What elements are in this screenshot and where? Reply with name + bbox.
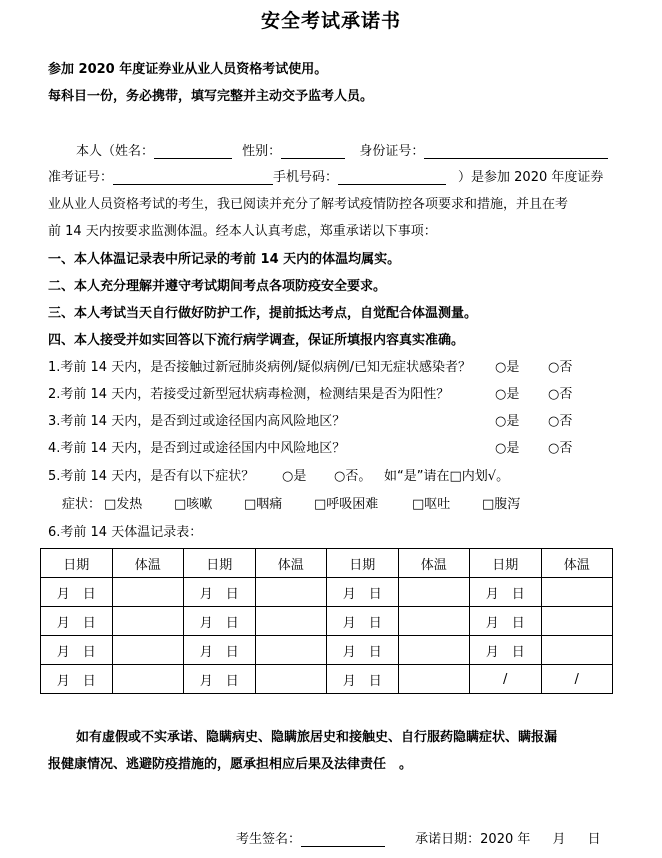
header-date: 日期: [470, 549, 542, 578]
question-4-text: 4.考前 14 天内，是否到过或途径国内中风险地区？: [48, 441, 346, 456]
date-cell[interactable]: 月 日: [470, 607, 542, 636]
table-row: [41, 636, 613, 665]
header-temp: 体温: [398, 549, 470, 578]
temp-cell[interactable]: [398, 665, 470, 694]
question-5-no-radio[interactable]: ○否。: [334, 469, 372, 484]
name-label: 本人（姓名：: [76, 144, 155, 159]
symptom-checkbox-breathing[interactable]: □呼吸困难: [314, 497, 379, 512]
table-row: [41, 578, 613, 607]
ticket-number-field[interactable]: [113, 170, 273, 185]
temp-cell[interactable]: [112, 578, 184, 607]
temp-cell[interactable]: [255, 636, 327, 665]
commitment-4: 四、本人接受并如实回答以下流行病学调查，保证所填报内容真实准确。: [48, 333, 465, 348]
header-temp: 体温: [112, 549, 184, 578]
temp-cell[interactable]: [112, 607, 184, 636]
personal-info-line-1: [76, 140, 608, 159]
phone-field[interactable]: [338, 170, 446, 185]
symptom-checkbox-fever[interactable]: □发热: [104, 497, 143, 512]
name-field[interactable]: [154, 144, 232, 159]
temp-cell[interactable]: [398, 578, 470, 607]
temp-cell[interactable]: [541, 578, 613, 607]
temp-cell[interactable]: [112, 636, 184, 665]
date-cell[interactable]: 月 日: [184, 578, 256, 607]
statement-tail: ）是参加 2020 年度证券: [458, 170, 604, 185]
question-3-text: 3.考前 14 天内，是否到过或途径国内高风险地区？: [48, 414, 346, 429]
question-5-note-period: 。: [496, 469, 510, 484]
signature-row: [236, 828, 601, 847]
temp-cell[interactable]: [112, 665, 184, 694]
id-number-field[interactable]: [424, 144, 608, 159]
question-3-no-radio[interactable]: ○否: [548, 414, 573, 429]
question-4-no-radio[interactable]: ○否: [548, 441, 573, 456]
header-temp: 体温: [541, 549, 613, 578]
date-cell: /: [470, 665, 542, 694]
commitment-3: 三、本人考试当天自行做好防护工作，提前抵达考点，自觉配合体温测量。: [48, 306, 478, 321]
date-cell[interactable]: 月 日: [327, 578, 399, 607]
symptom-checkbox-diarrhea[interactable]: □腹泻: [482, 497, 521, 512]
temp-cell[interactable]: [255, 578, 327, 607]
id-label: 身份证号：: [359, 144, 425, 159]
date-cell[interactable]: 月 日: [327, 636, 399, 665]
date-cell[interactable]: 月 日: [184, 665, 256, 694]
page-title: 安全考试承诺书: [260, 10, 401, 32]
question-2-yes-radio[interactable]: ○是: [495, 387, 520, 402]
question-4-yes-radio[interactable]: ○是: [495, 441, 520, 456]
commitment-2: 二、本人充分理解并遵守考试期间考点各项防疫安全要求。: [48, 279, 387, 294]
intro-line-1: 参加 2020 年度证券业从业人员资格考试使用。: [48, 62, 328, 77]
table-row: [41, 607, 613, 636]
question-1-yes-radio[interactable]: ○是: [495, 360, 520, 375]
question-5-text: 5.考前 14 天内，是否有以下症状？: [48, 469, 255, 484]
commitment-1: 一、本人体温记录表中所记录的考前 14 天内的体温均属实。: [48, 252, 401, 267]
closing-line-2: 报健康情况、逃避防疫措施的，愿承担相应后果及法律责任 。: [48, 757, 413, 772]
question-5-yes-radio[interactable]: ○是: [282, 469, 307, 484]
phone-label: 手机号码：: [273, 170, 339, 185]
question-1-text: 1.考前 14 天内，是否接触过新冠肺炎病例/疑似病例/已知无症状感染者？: [48, 360, 471, 375]
date-cell[interactable]: 月 日: [41, 665, 113, 694]
intro-line-2: 每科目一份，务必携带，填写完整并主动交予监考人员。: [48, 89, 374, 104]
date-cell[interactable]: 月 日: [470, 636, 542, 665]
temp-cell[interactable]: [398, 636, 470, 665]
date-day: 日: [587, 832, 601, 847]
ticket-label: 准考证号：: [48, 170, 114, 185]
date-cell[interactable]: 月 日: [327, 607, 399, 636]
statement-line-2: 业从业人员资格考试的考生，我已阅读并充分了解考试疫情防控各项要求和措施，并且在考: [48, 197, 569, 212]
check-icon: √: [487, 469, 497, 484]
temperature-table: [40, 548, 613, 694]
date-label: 承诺日期：2020 年: [415, 832, 531, 847]
signature-label: 考生签名：: [236, 832, 302, 847]
header-date: 日期: [184, 549, 256, 578]
date-cell[interactable]: 月 日: [184, 607, 256, 636]
symptoms-label: 症状：: [62, 497, 102, 512]
header-temp: 体温: [255, 549, 327, 578]
question-1-no-radio[interactable]: ○否: [548, 360, 573, 375]
symptom-checkbox-cough[interactable]: □咳嗽: [174, 497, 213, 512]
date-cell[interactable]: 月 日: [41, 578, 113, 607]
date-month: 月: [552, 832, 566, 847]
question-5-note-text: 如“是”请在□内划: [384, 469, 488, 484]
signature-field[interactable]: [301, 832, 385, 847]
temp-cell[interactable]: [541, 607, 613, 636]
temp-cell: /: [541, 665, 613, 694]
header-date: 日期: [41, 549, 113, 578]
gender-label: 性别：: [242, 144, 282, 159]
date-cell[interactable]: 月 日: [41, 636, 113, 665]
question-5-note: [384, 465, 509, 484]
closing-line-1: 如有虚假或不实承诺、隐瞒病史、隐瞒旅居史和接触史、自行服药隐瞒症状、瞒报漏: [76, 730, 558, 745]
header-date: 日期: [327, 549, 399, 578]
temp-cell[interactable]: [398, 607, 470, 636]
gender-field[interactable]: [281, 144, 345, 159]
date-cell[interactable]: 月 日: [184, 636, 256, 665]
question-3-yes-radio[interactable]: ○是: [495, 414, 520, 429]
date-cell[interactable]: 月 日: [470, 578, 542, 607]
temp-cell[interactable]: [255, 607, 327, 636]
question-6-text: 6.考前 14 天体温记录表：: [48, 525, 203, 540]
question-2-no-radio[interactable]: ○否: [548, 387, 573, 402]
question-2-text: 2.考前 14 天内，若接受过新型冠状病毒检测，检测结果是否为阳性？: [48, 387, 450, 402]
date-cell[interactable]: 月 日: [327, 665, 399, 694]
personal-info-line-2: [48, 166, 603, 185]
table-header-row: [41, 549, 613, 578]
symptom-checkbox-sore-throat[interactable]: □咽痛: [244, 497, 283, 512]
symptom-checkbox-vomiting[interactable]: □呕吐: [412, 497, 451, 512]
temp-cell[interactable]: [255, 665, 327, 694]
temp-cell[interactable]: [541, 636, 613, 665]
statement-line-3: 前 14 天内按要求监测体温。经本人认真考虑，郑重承诺以下事项：: [48, 224, 437, 239]
date-cell[interactable]: 月 日: [41, 607, 113, 636]
table-row: [41, 665, 613, 694]
